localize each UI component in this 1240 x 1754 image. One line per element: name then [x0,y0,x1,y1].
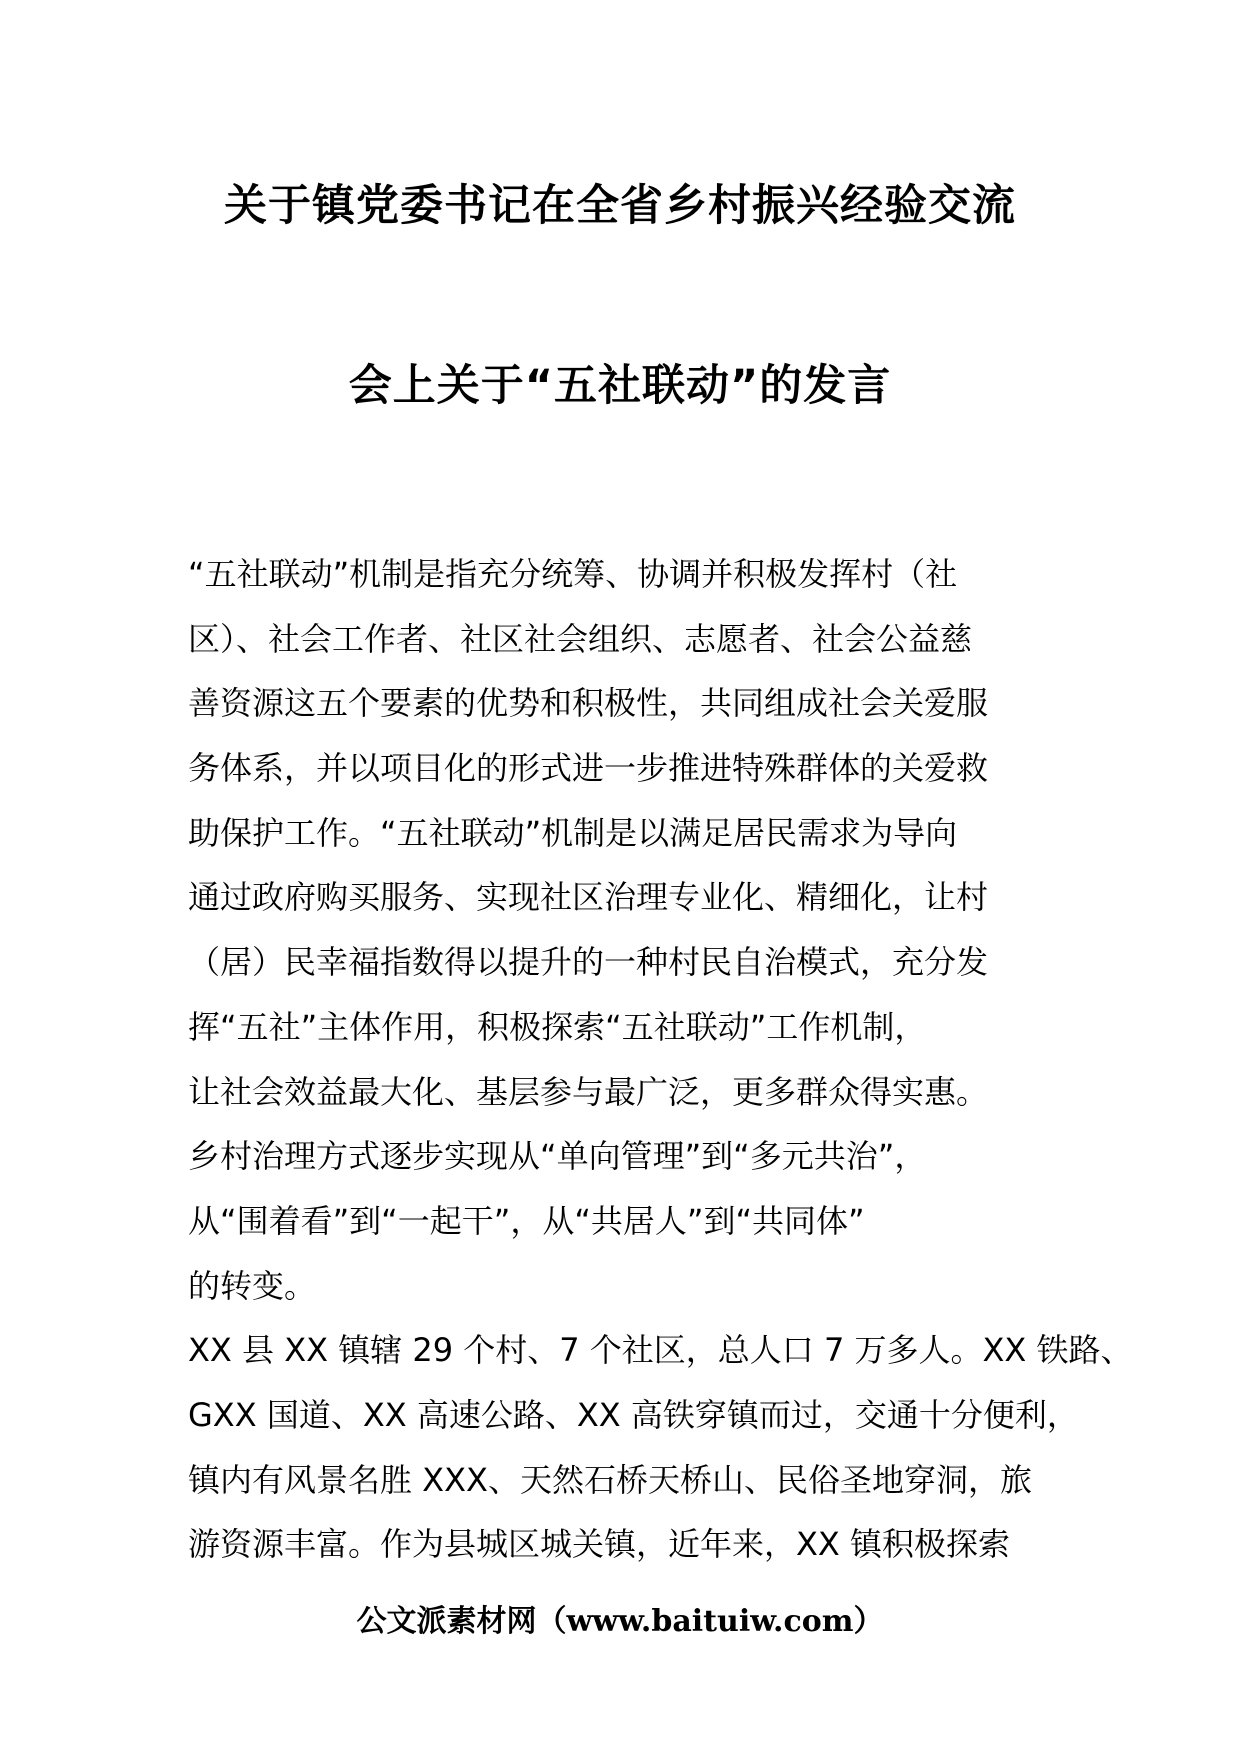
body-line: 镇内有风景名胜 XXX、天然石桥天桥山、民俗圣地穿洞，旅 [188,1460,1032,1499]
body-line: 的转变。 [188,1266,317,1305]
body-line: （居）民幸福指数得以提升的一种村民自治模式，充分发 [188,943,989,982]
body-line: GXX 国道、XX 高速公路、XX 高铁穿镇而过，交通十分便利， [188,1395,1079,1434]
body-line: 区）、社会工作者、社区社会组织、志愿者、社会公益慈 [188,619,973,658]
body-line: 善资源这五个要素的优势和积极性，共同组成社会关爱服 [188,684,989,723]
document-title-line-1: 关于镇党委书记在全省乡村振兴经验交流 [224,181,1016,231]
body-line: XX 县 XX 镇辖 29 个村、7 个社区，总人口 7 万多人。XX 铁路、 [188,1331,1133,1370]
document-title-line-2: 会上关于“五社联动”的发言 [348,361,892,411]
body-line: 游资源丰富。作为县城区城关镇，近年来，XX 镇积极探索 [188,1525,1011,1564]
body-line: 挥“五社”主体作用，积极探索“五社联动”工作机制， [188,1007,927,1046]
body-line: 让社会效益最大化、基层参与最广泛，更多群众得实惠。 [188,1072,989,1111]
document-body [188,542,1133,1577]
body-line: 从“围着看”到“一起干”，从“共居人”到“共同体” [188,1201,865,1240]
body-line: 通过政府购买服务、实现社区治理专业化、精细化，让村 [188,878,989,917]
body-line: 务体系，并以项目化的形式进一步推进特殊群体的关爱救 [188,749,989,788]
body-line: 乡村治理方式逐步实现从“单向管理”到“多元共治”， [188,1137,927,1176]
footer-watermark: 公文派素材网（www.baituiw.com） [356,1604,884,1639]
body-line: 助保护工作。“五社联动”机制是以满足居民需求为导向 [188,813,958,852]
body-line: “五社联动”机制是指充分统筹、协调并积极发挥村（社 [188,555,958,593]
